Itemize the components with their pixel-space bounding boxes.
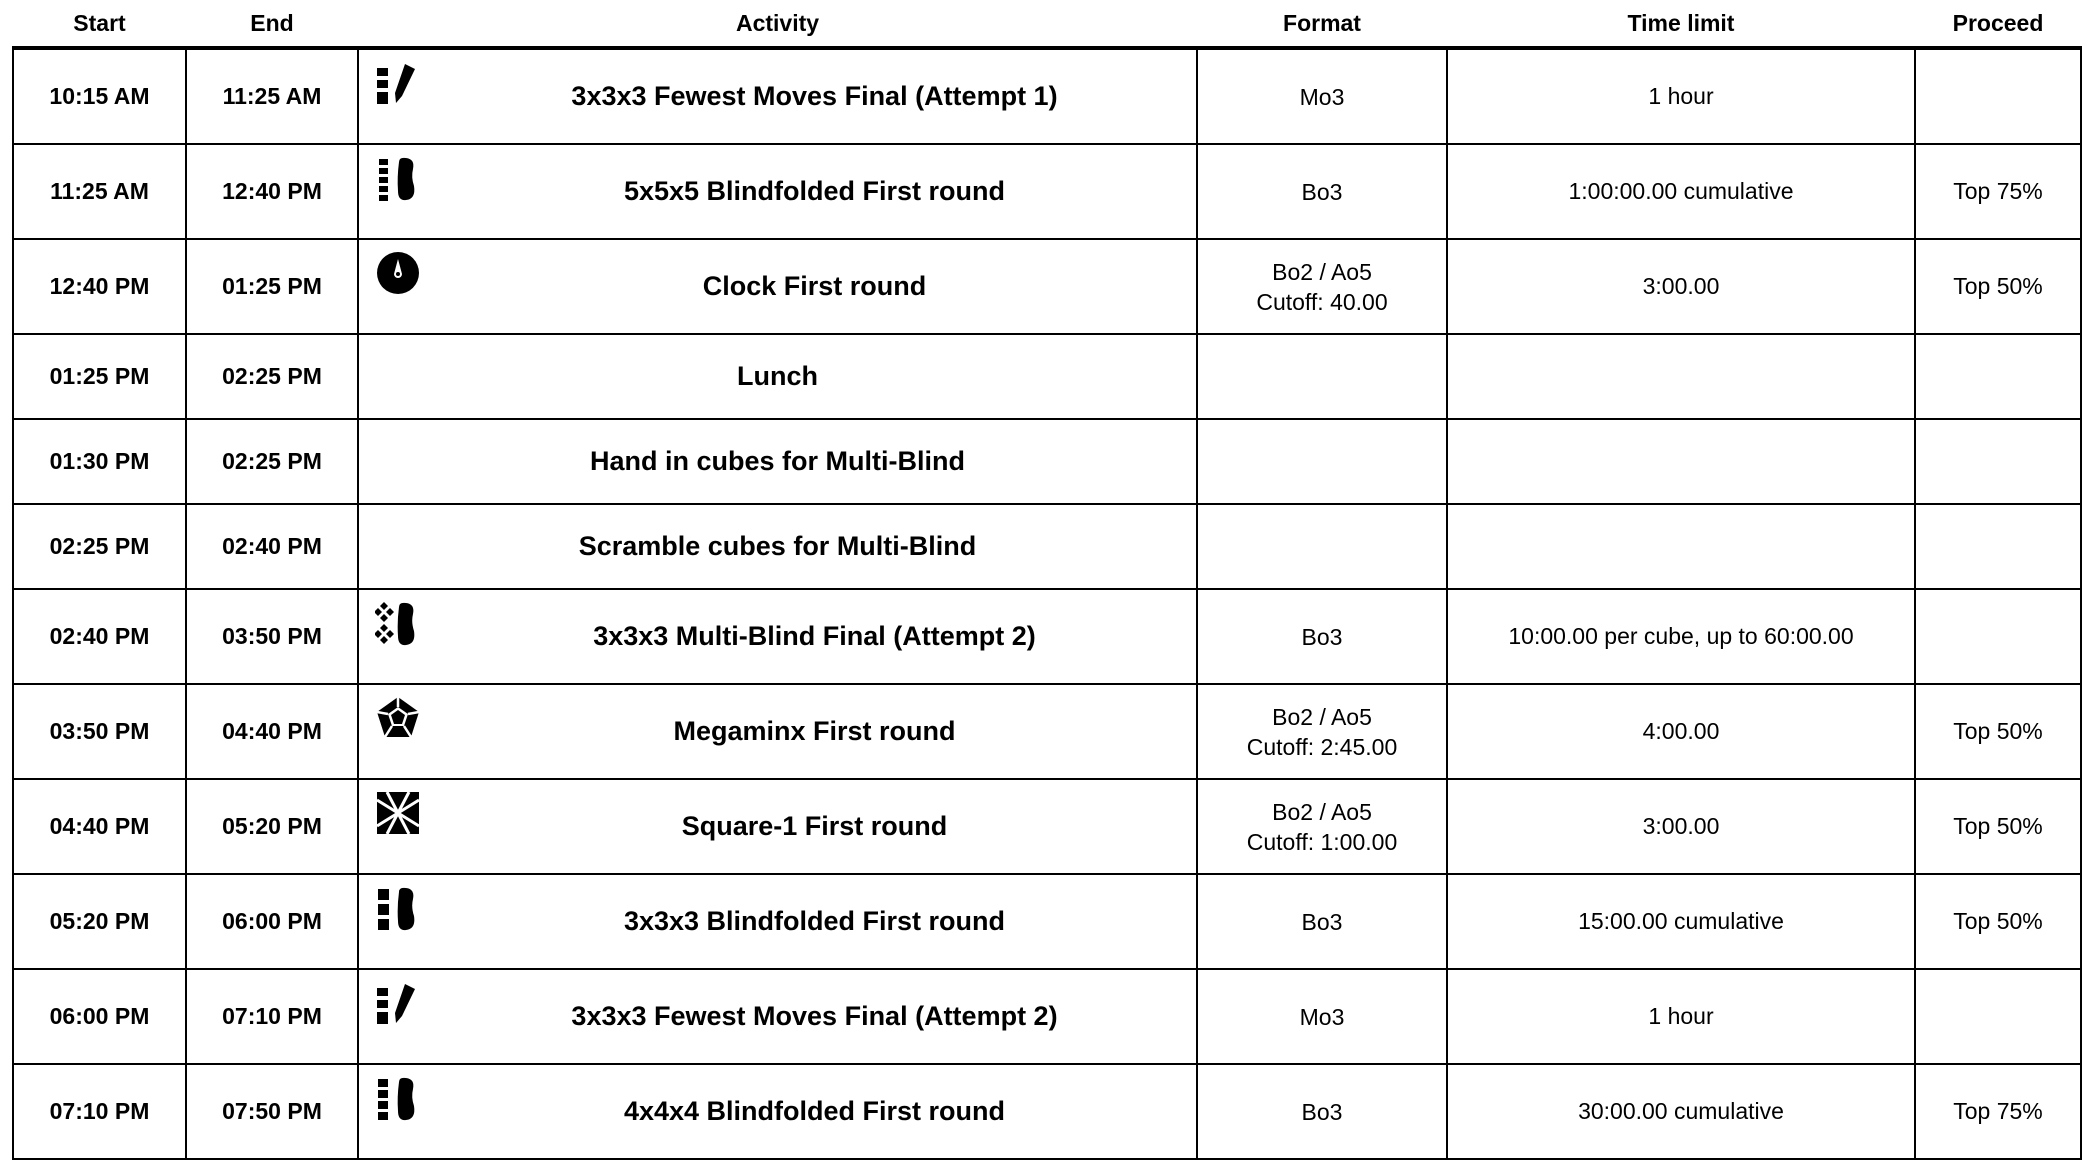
activity-name: Scramble cubes for Multi-Blind [358,504,1197,589]
end-time: 02:25 PM [186,419,358,504]
format-cell [1197,969,1447,1064]
activity-name: 4x4x4 Blindfolded First round [433,1064,1197,1159]
format-cell [1197,419,1447,504]
format-cell [1197,1064,1447,1159]
activity-name: Lunch [358,334,1197,419]
start-time: 07:10 PM [13,1064,186,1159]
format-value: Bo3 [1301,908,1343,935]
format-cell [1197,684,1447,779]
time-limit-cell: 1 hour [1447,969,1915,1064]
format-value: Mo3 [1299,1003,1345,1030]
header-format: Format [1197,0,1447,48]
start-time: 10:15 AM [13,48,186,144]
clock-icon [375,250,421,296]
table-row [13,48,2081,144]
proceed-cell: Top 75% [1915,144,2081,239]
format-value: Bo3 [1301,623,1343,650]
table-row [13,419,2081,504]
time-limit-cell: 1 hour [1447,48,1915,144]
table-row [13,779,2081,874]
table-row [13,1064,2081,1159]
start-time: 11:25 AM [13,144,186,239]
activity-name: Hand in cubes for Multi-Blind [358,419,1197,504]
table-row [13,144,2081,239]
event-icon-cell [358,874,433,969]
event-icon-cell [358,144,433,239]
multi-blind-icon [375,600,421,646]
header-row [13,0,2081,48]
end-time: 12:40 PM [186,144,358,239]
time-limit-cell [1447,419,1915,504]
time-limit-cell: 3:00.00 [1447,779,1915,874]
time-limit-cell: 1:00:00.00 cumulative [1447,144,1915,239]
end-time: 07:10 PM [186,969,358,1064]
format-cell [1197,334,1447,419]
table-row [13,589,2081,684]
header-start: Start [13,0,186,48]
activity-name: Clock First round [433,239,1197,334]
end-time: 03:50 PM [186,589,358,684]
table-row [13,684,2081,779]
format-value: Bo3 [1301,178,1343,205]
time-limit-cell [1447,504,1915,589]
proceed-cell [1915,419,2081,504]
format-cell [1197,239,1447,334]
format-cell [1197,589,1447,684]
start-time: 12:40 PM [13,239,186,334]
schedule-body [13,48,2081,1159]
proceed-cell [1915,589,2081,684]
proceed-cell [1915,504,2081,589]
start-time: 06:00 PM [13,969,186,1064]
start-time: 03:50 PM [13,684,186,779]
proceed-cell: Top 75% [1915,1064,2081,1159]
start-time: 05:20 PM [13,874,186,969]
event-icon-cell [358,48,433,144]
end-time: 01:25 PM [186,239,358,334]
activity-name: 5x5x5 Blindfolded First round [433,144,1197,239]
proceed-cell: Top 50% [1915,684,2081,779]
start-time: 04:40 PM [13,779,186,874]
activity-name: 3x3x3 Fewest Moves Final (Attempt 1) [433,48,1197,144]
schedule-table [12,0,2082,1160]
square-1-icon [375,790,421,836]
table-row [13,239,2081,334]
cutoff-value: Cutoff: 1:00.00 [1246,828,1398,855]
proceed-cell [1915,334,2081,419]
proceed-cell [1915,48,2081,144]
header-end: End [186,0,358,48]
time-limit-cell: 15:00.00 cumulative [1447,874,1915,969]
end-time: 06:00 PM [186,874,358,969]
end-time: 02:25 PM [186,334,358,419]
end-time: 05:20 PM [186,779,358,874]
format-value: Bo3 [1301,1098,1343,1125]
proceed-cell: Top 50% [1915,874,2081,969]
start-time: 02:40 PM [13,589,186,684]
activity-name: 3x3x3 Fewest Moves Final (Attempt 2) [433,969,1197,1064]
format-cell [1197,504,1447,589]
activity-name: Square-1 First round [433,779,1197,874]
cutoff-value: Cutoff: 2:45.00 [1246,733,1398,760]
header-activity: Activity [358,0,1197,48]
activity-name: 3x3x3 Multi-Blind Final (Attempt 2) [433,589,1197,684]
time-limit-cell: 4:00.00 [1447,684,1915,779]
format-value: Bo2 / Ao5 [1272,798,1372,825]
cutoff-value: Cutoff: 40.00 [1256,288,1388,315]
format-cell [1197,874,1447,969]
end-time: 04:40 PM [186,684,358,779]
time-limit-cell: 30:00.00 cumulative [1447,1064,1915,1159]
proceed-cell: Top 50% [1915,239,2081,334]
table-row [13,504,2081,589]
activity-name: Megaminx First round [433,684,1197,779]
megaminx-icon [375,695,421,741]
format-cell [1197,779,1447,874]
event-icon-cell [358,589,433,684]
start-time: 01:25 PM [13,334,186,419]
format-cell [1197,48,1447,144]
end-time: 11:25 AM [186,48,358,144]
3bld-icon [375,885,421,931]
start-time: 02:25 PM [13,504,186,589]
header-time-limit: Time limit [1447,0,1915,48]
4bld-icon [375,1075,421,1121]
5bld-icon [375,155,421,201]
time-limit-cell [1447,334,1915,419]
activity-name: 3x3x3 Blindfolded First round [433,874,1197,969]
header-proceed: Proceed [1915,0,2081,48]
time-limit-cell: 3:00.00 [1447,239,1915,334]
event-icon-cell [358,239,433,334]
table-row [13,969,2081,1064]
format-value: Bo2 / Ao5 [1272,703,1372,730]
event-icon-cell [358,684,433,779]
fewest-moves-icon [375,980,421,1026]
proceed-cell [1915,969,2081,1064]
event-icon-cell [358,779,433,874]
time-limit-cell: 10:00.00 per cube, up to 60:00.00 [1447,589,1915,684]
event-icon-cell [358,969,433,1064]
event-icon-cell [358,1064,433,1159]
format-cell [1197,144,1447,239]
format-value: Mo3 [1299,83,1345,110]
table-row [13,874,2081,969]
end-time: 07:50 PM [186,1064,358,1159]
table-row [13,334,2081,419]
end-time: 02:40 PM [186,504,358,589]
proceed-cell: Top 50% [1915,779,2081,874]
start-time: 01:30 PM [13,419,186,504]
fewest-moves-icon [375,60,421,106]
format-value: Bo2 / Ao5 [1272,258,1372,285]
